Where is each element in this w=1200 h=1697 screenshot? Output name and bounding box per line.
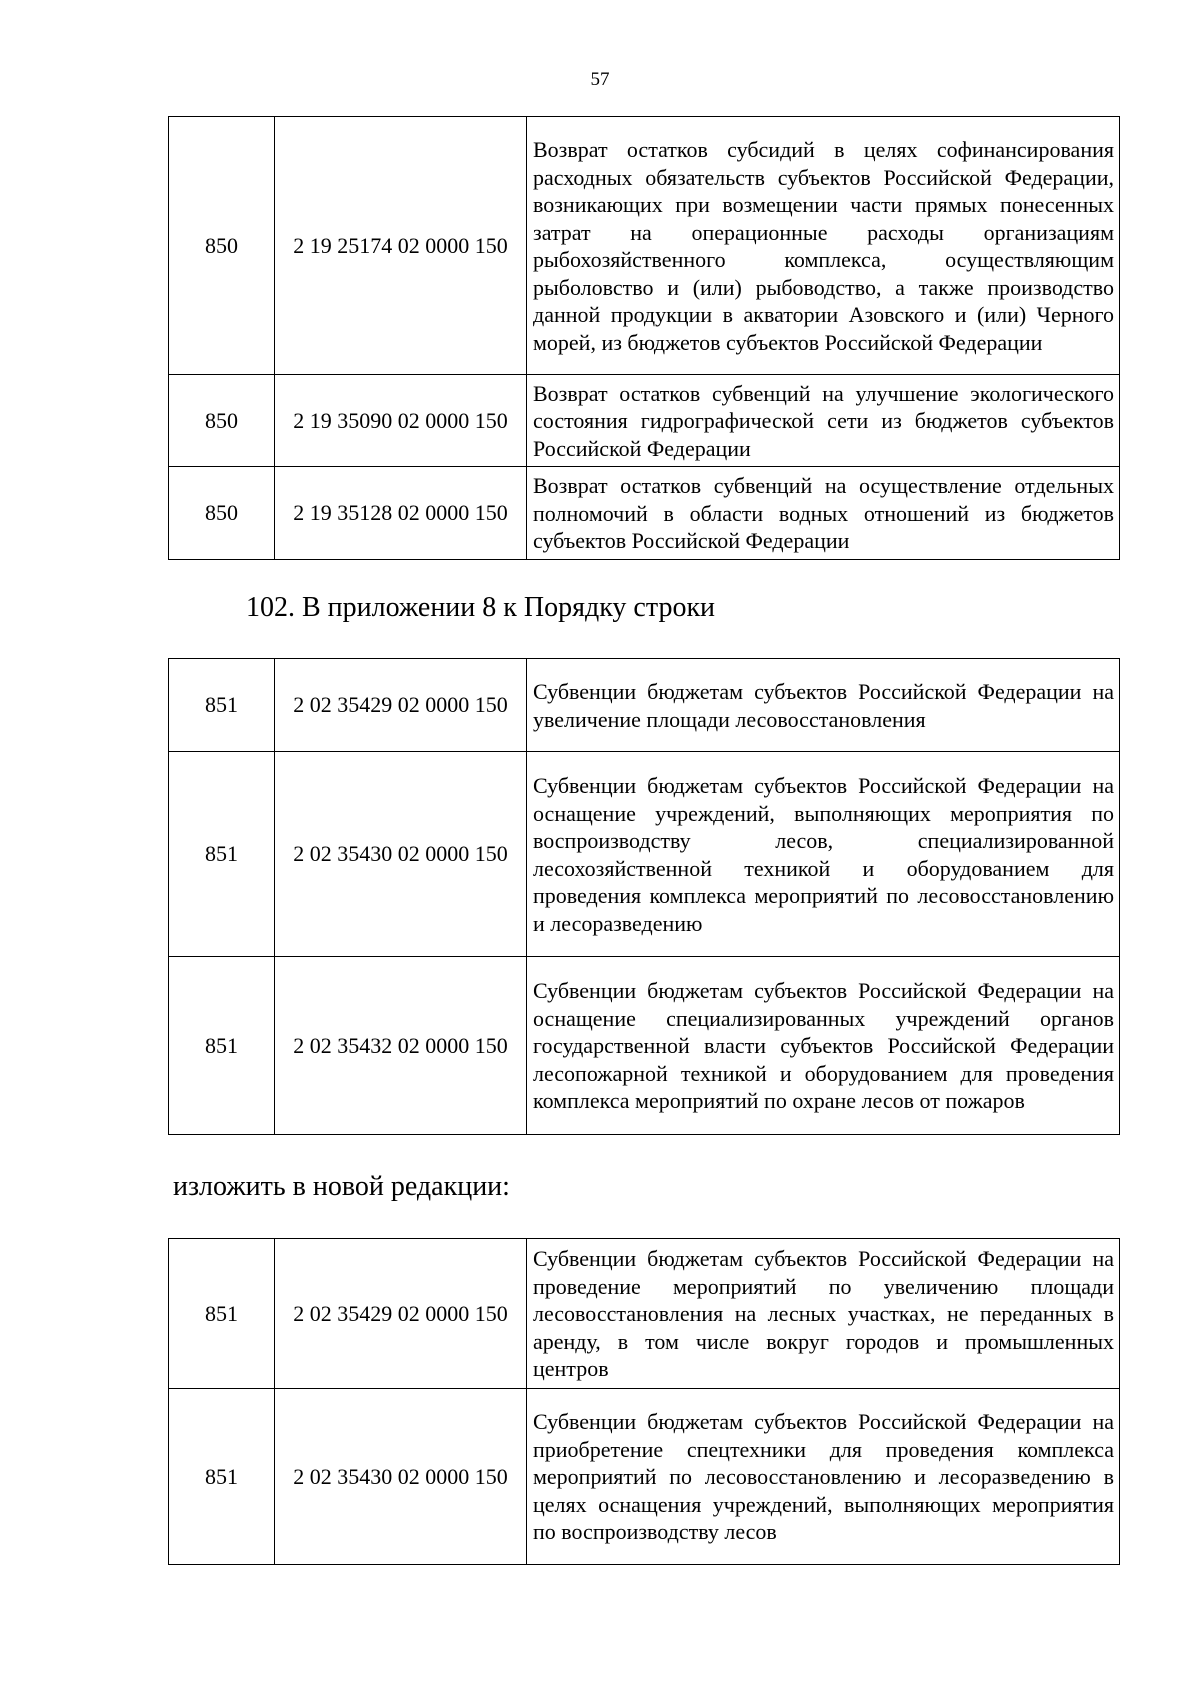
page-number: 57 [590, 69, 610, 90]
budget-code-cell: 2 02 35430 02 0000 150 [275, 752, 527, 957]
budget-code-cell: 2 19 35128 02 0000 150 [275, 467, 527, 560]
description-cell: Субвенции бюджетам субъектов Российской Федерации на оснащение учреждений, выполняющих мероприятия по воспроизводству лесов, специализированной лесохозяйственной техникой и оборудованием для проведения комплекса мероприятий по лесовосстановлению и лесоразведению [527, 752, 1120, 957]
budget-code-cell: 2 02 35429 02 0000 150 [275, 1239, 527, 1389]
description-cell: Субвенции бюджетам субъектов Российской Федерации на проведение мероприятий по увеличению площади лесовосстановления на лесных участках, не переданных в аренду, в том числе вокруг городов и промышленных центров [527, 1239, 1120, 1389]
admin-code-cell: 851 [169, 752, 275, 957]
description-cell: Субвенции бюджетам субъектов Российской Федерации на оснащение специализированных учреждений органов государственной власти субъектов Российской Федерации лесопожарной техникой и оборудованием для проведения комплекса мероприятий по охране лесов от пожаров [527, 957, 1120, 1135]
admin-code-cell: 851 [169, 659, 275, 752]
admin-code-cell: 851 [169, 1389, 275, 1565]
paragraph-102: 102. В приложении 8 к Порядку строки [246, 592, 716, 623]
table-new-rows [168, 1238, 1120, 1565]
admin-code-cell: 851 [169, 1239, 275, 1389]
table-row [169, 375, 1120, 467]
admin-code-cell: 851 [169, 957, 275, 1135]
budget-code-cell: 2 19 35090 02 0000 150 [275, 375, 527, 467]
budget-code-cell: 2 02 35430 02 0000 150 [275, 1389, 527, 1565]
budget-code-cell: 2 02 35432 02 0000 150 [275, 957, 527, 1135]
description-cell: Возврат остатков субвенций на осуществление отдельных полномочий в области водных отношений из бюджетов субъектов Российской Федерации [527, 467, 1120, 560]
table-row [169, 659, 1120, 752]
table-old-rows [168, 658, 1120, 1135]
budget-code-cell: 2 19 25174 02 0000 150 [275, 117, 527, 375]
table-row [169, 957, 1120, 1135]
table-returns [168, 116, 1120, 560]
paragraph-new-edition: изложить в новой редакции: [173, 1171, 510, 1202]
table-row [169, 467, 1120, 560]
admin-code-cell: 850 [169, 467, 275, 560]
description-cell: Возврат остатков субсидий в целях софинансирования расходных обязательств субъектов Российской Федерации, возникающих при возмещении части прямых понесенных затрат на операционные расходы организациям рыбохозяйственного комплекса, осуществляющим рыболовство и (или) рыбоводство, а также производство данной продукции в акватории Азовского и (или) Черного морей, из бюджетов субъектов Российской Федерации [527, 117, 1120, 375]
budget-code-cell: 2 02 35429 02 0000 150 [275, 659, 527, 752]
description-cell: Субвенции бюджетам субъектов Российской Федерации на приобретение спецтехники для проведения комплекса мероприятий по лесовосстановлению и лесоразведению в целях оснащения учреждений, выполняющих мероприятия по воспроизводству лесов [527, 1389, 1120, 1565]
table-row [169, 1239, 1120, 1389]
admin-code-cell: 850 [169, 375, 275, 467]
table-row [169, 117, 1120, 375]
table-row [169, 1389, 1120, 1565]
description-cell: Субвенции бюджетам субъектов Российской Федерации на увеличение площади лесовосстановления [527, 659, 1120, 752]
table-row [169, 752, 1120, 957]
description-cell: Возврат остатков субвенций на улучшение экологического состояния гидрографической сети из бюджетов субъектов Российской Федерации [527, 375, 1120, 467]
admin-code-cell: 850 [169, 117, 275, 375]
